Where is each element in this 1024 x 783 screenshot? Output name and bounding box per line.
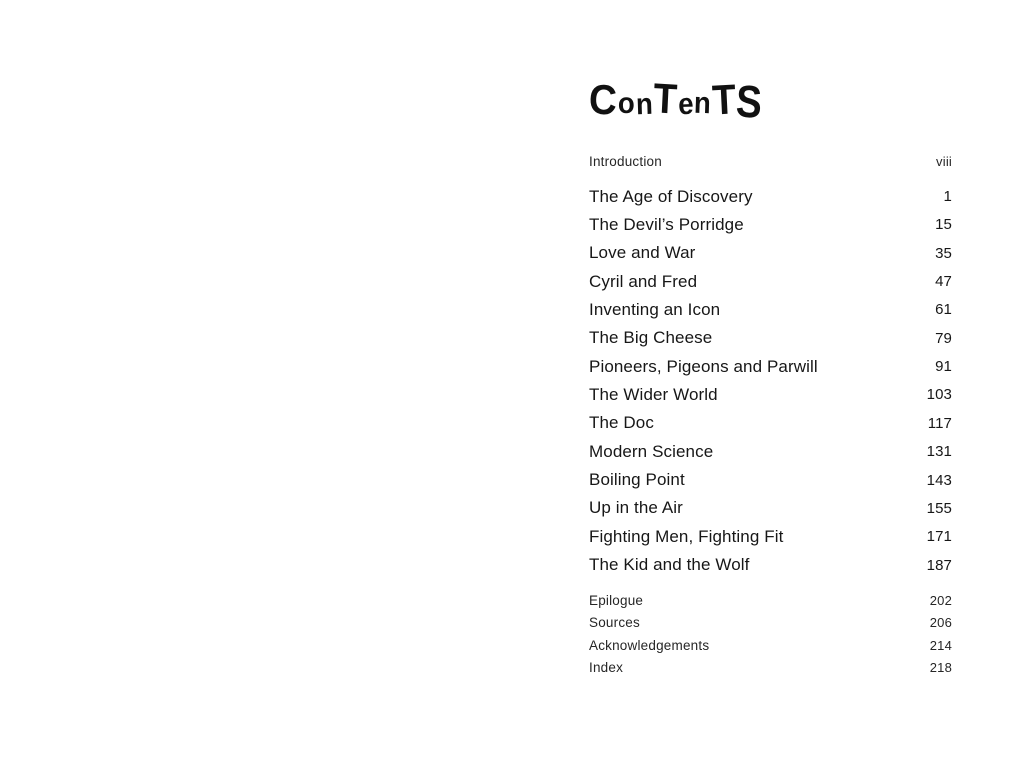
toc-entry-label: Sources [589,615,640,631]
toc-entry-label: Cyril and Fred [589,271,698,291]
toc-entry-label: Pioneers, Pigeons and Parwill [589,356,818,376]
toc-entry-label: Fighting Men, Fighting Fit [589,526,784,546]
toc-entry-page: 79 [935,329,952,347]
front-matter-list [589,150,952,172]
toc-entry [589,211,952,239]
toc-entry-label: Love and War [589,243,696,263]
toc-entry-page: 131 [926,443,952,461]
toc-entry [589,267,952,295]
toc-entry [589,466,952,494]
toc-entry [589,150,952,172]
toc-entry-page: viii [936,153,952,169]
toc-entry-page: 35 [935,244,952,262]
toc-entry-label: Introduction [589,153,662,169]
toc-entry [589,589,952,611]
toc-entry [589,324,952,352]
toc-entry [589,551,952,579]
toc-entry [589,182,952,210]
toc-entry [589,239,952,267]
toc-entry [589,656,952,678]
toc-entry-page: 214 [929,637,952,653]
toc-entry [589,381,952,409]
toc-entry [589,409,952,437]
toc-entry-page: 91 [935,358,952,376]
toc-entry-label: Up in the Air [589,498,683,518]
toc-entry-label: The Age of Discovery [589,186,753,206]
toc-entry-page: 187 [926,556,952,574]
toc-entry-page: 103 [926,386,952,404]
toc-entry-label: The Kid and the Wolf [589,555,750,575]
toc-entry [589,523,952,551]
toc-entry [589,634,952,656]
toc-entry-label: Boiling Point [589,470,685,489]
toc-entry-page: 143 [926,471,952,489]
toc-entry-page: 15 [935,216,952,234]
toc [589,76,952,679]
toc-entry-page: 218 [929,660,952,676]
toc-entry-page: 202 [929,592,952,608]
chapter-list [589,182,952,579]
toc-entry-label: The Doc [589,413,654,433]
toc-entry-page: 206 [929,615,952,631]
toc-entry [589,612,952,634]
toc-entry-page: 47 [935,273,952,291]
toc-entry-page: 155 [926,499,952,517]
toc-entry-page: 61 [935,301,952,319]
toc-entry-label: Epilogue [589,592,644,608]
toc-entry-label: The Big Cheese [589,328,713,348]
toc-entry [589,296,952,324]
toc-entry [589,352,952,380]
toc-entry-label: Inventing an Icon [589,299,721,319]
contents-title: ConTenTS [588,74,765,128]
toc-entry-label: Acknowledgements [589,637,710,653]
toc-entry-label: The Devil’s Porridge [589,214,744,234]
toc-entry-page: 117 [927,414,952,432]
toc-entry-label: Modern Science [589,441,714,461]
back-matter-list [589,589,952,679]
toc-entry-label: The Wider World [589,384,718,404]
toc-entry-page: 1 [943,188,952,206]
toc-entry-label: Index [589,660,624,676]
toc-entry-page: 171 [926,528,952,546]
toc-entry [589,437,952,465]
toc-entry [589,494,952,522]
